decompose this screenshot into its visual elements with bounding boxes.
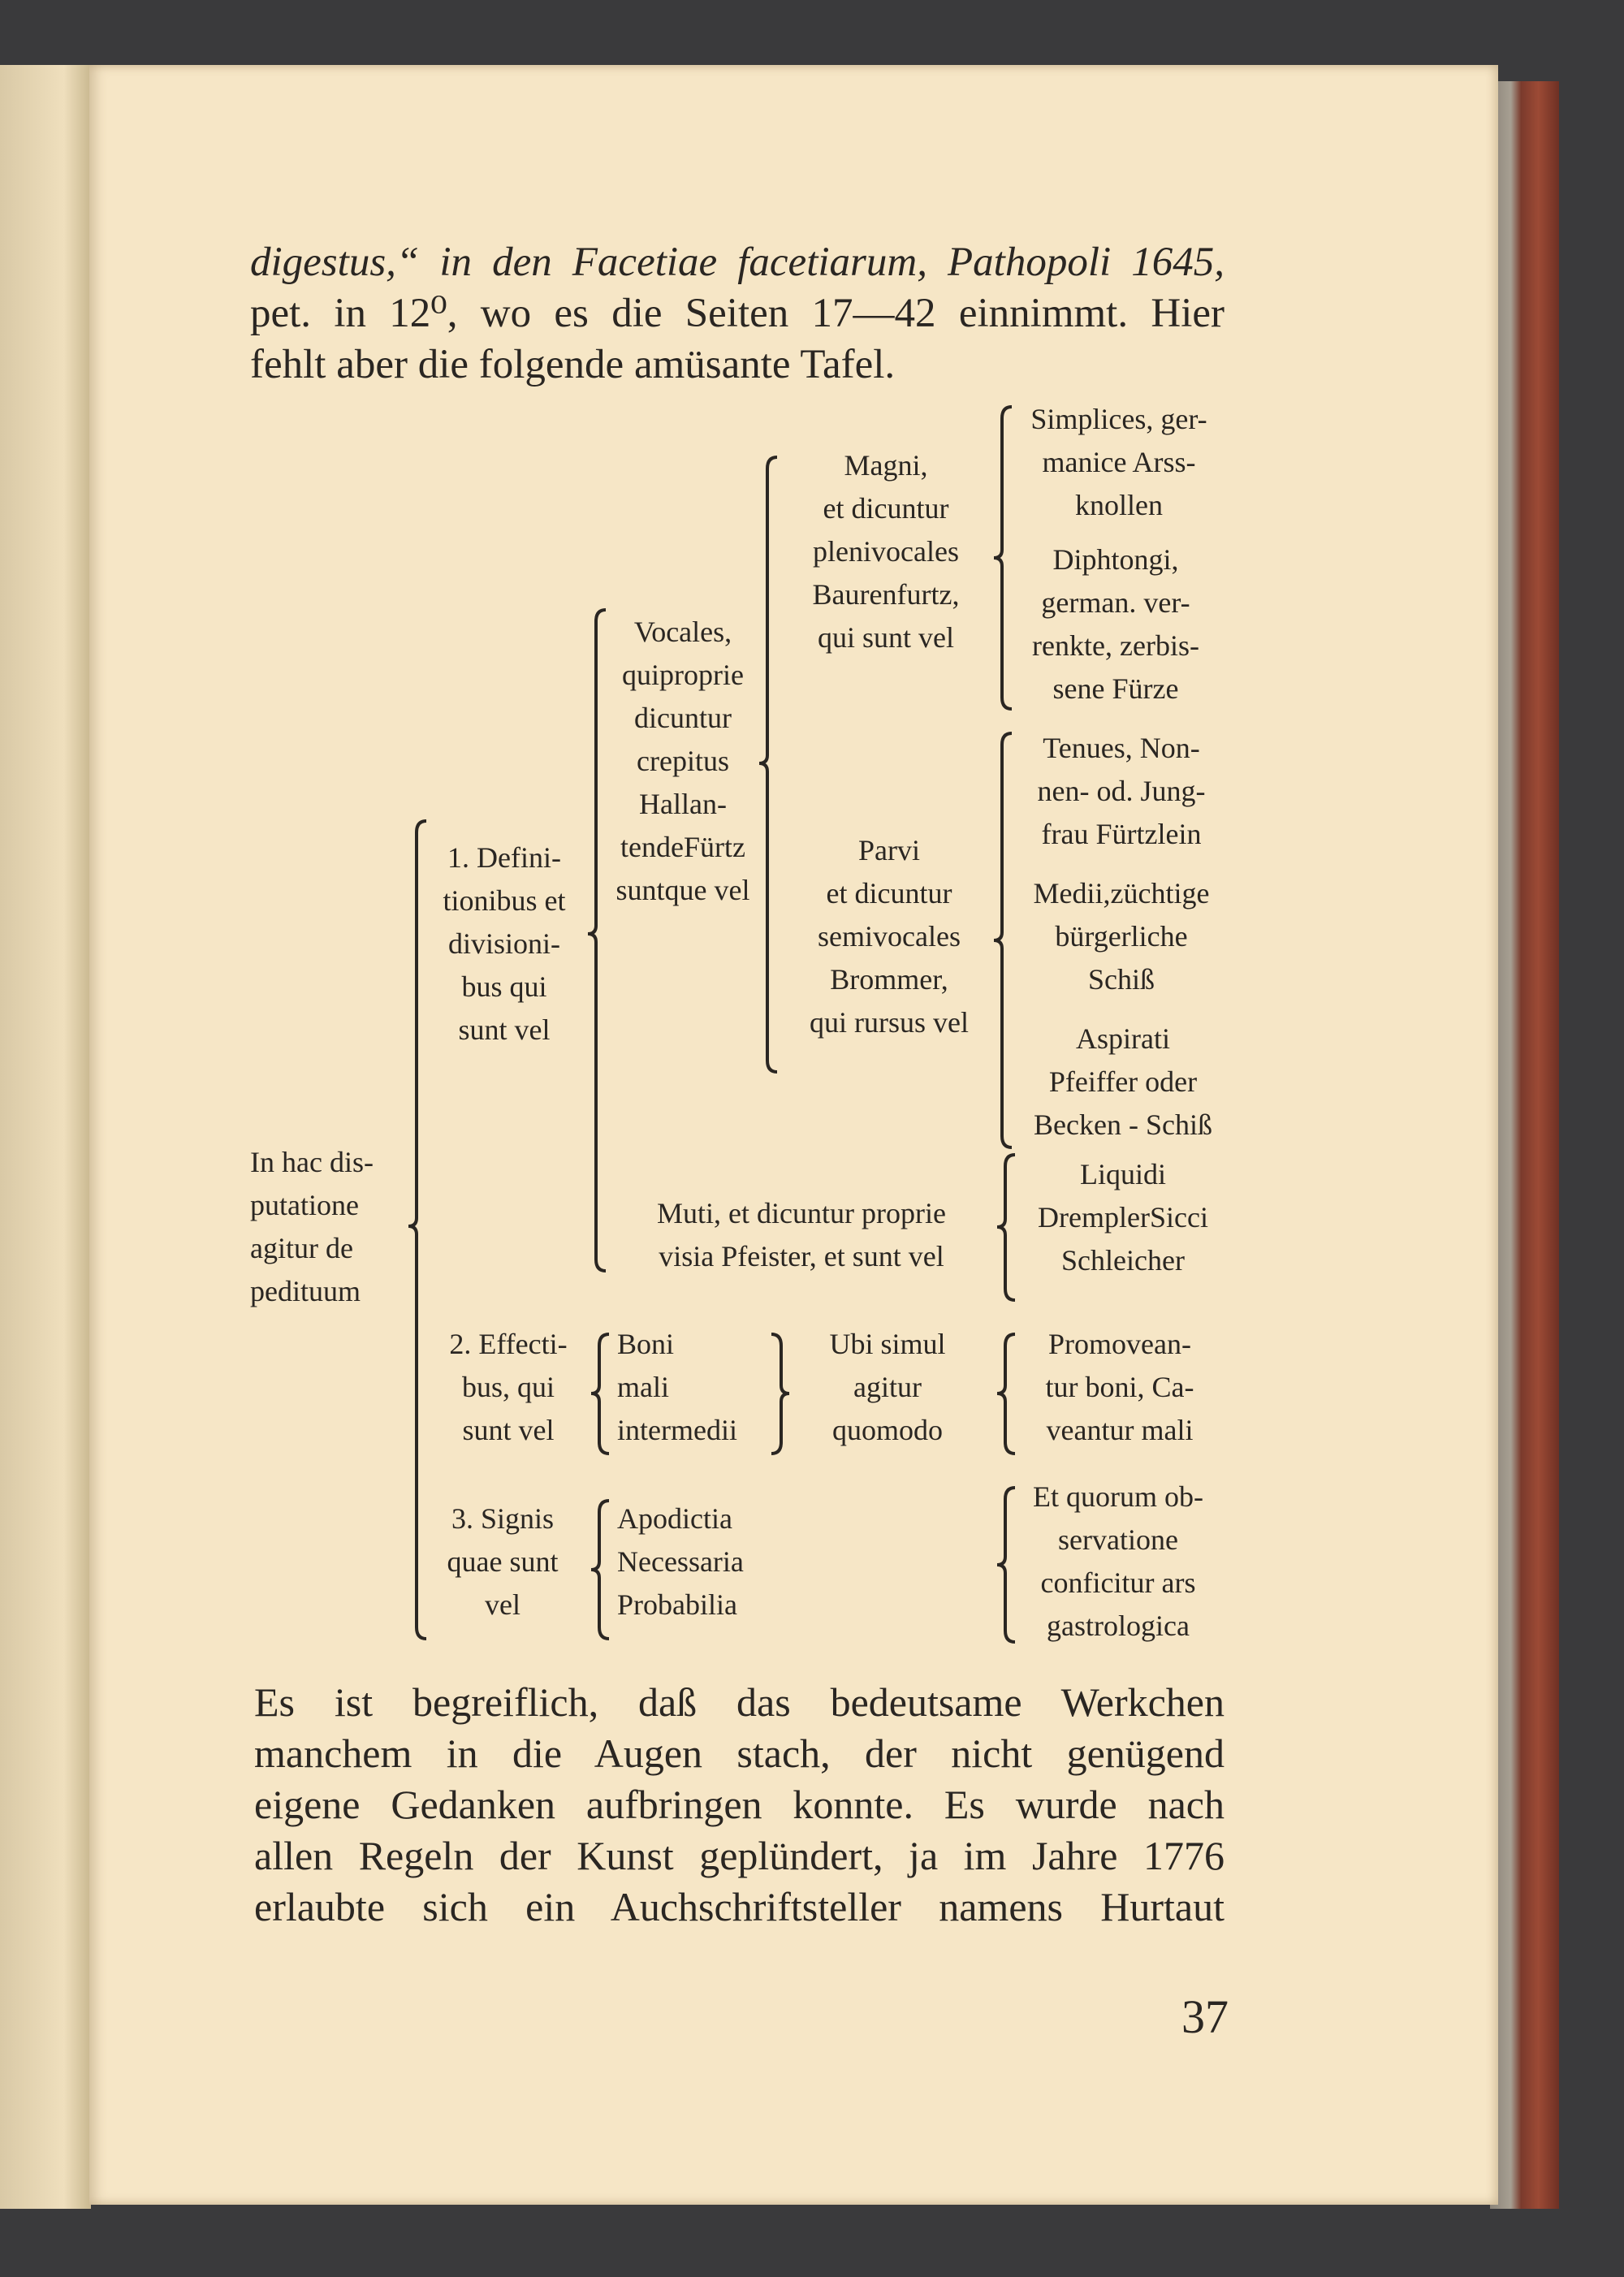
node-line: Vocales, bbox=[633, 616, 732, 648]
brace-10 bbox=[997, 1488, 1015, 1642]
node-line: quae sunt bbox=[447, 1545, 559, 1578]
brace-1 bbox=[588, 610, 606, 1271]
node-line: veantur mali bbox=[1046, 1414, 1194, 1446]
node-line: Becken - Schiß bbox=[1034, 1108, 1212, 1141]
text-line: pet. in 12⁰, wo es die Seiten 17—42 einnimmt. Hier bbox=[250, 291, 1224, 336]
brace-3 bbox=[994, 407, 1012, 709]
node-line: Baurenfurtz, bbox=[812, 578, 960, 611]
node-line: Hallan- bbox=[639, 788, 727, 820]
text-line: fehlt aber die folgende amüsante Tafel. bbox=[250, 342, 896, 387]
node-line: crepitus bbox=[637, 745, 729, 777]
node-line: Schiß bbox=[1087, 963, 1155, 996]
text-line: eigene Gedanken aufbringen konnte. Es wurde nach bbox=[254, 1782, 1224, 1827]
node-line: divisioni- bbox=[447, 927, 560, 960]
node-line: DremplerSicci bbox=[1038, 1201, 1208, 1234]
node-line: In hac dis- bbox=[250, 1146, 374, 1178]
node-line: Boni bbox=[617, 1328, 675, 1360]
node-line: Et quorum ob- bbox=[1033, 1480, 1203, 1513]
brace-7 bbox=[771, 1334, 789, 1454]
node-line: suntque vel bbox=[615, 874, 750, 906]
node-line: dicuntur bbox=[634, 702, 732, 734]
node-line: servatione bbox=[1058, 1523, 1178, 1556]
node-line: agitur bbox=[853, 1371, 922, 1403]
node-line: knollen bbox=[1075, 489, 1163, 521]
brace-2 bbox=[759, 457, 777, 1072]
node-line: Ubi simul bbox=[829, 1328, 946, 1360]
node-line: tur boni, Ca- bbox=[1045, 1371, 1194, 1403]
node-line: Necessaria bbox=[617, 1545, 744, 1578]
node-line: bürgerliche bbox=[1055, 920, 1188, 953]
node-line: tendeFürtz bbox=[620, 831, 745, 863]
node-line: bus, qui bbox=[461, 1371, 555, 1403]
node-line: gastrologica bbox=[1047, 1609, 1190, 1642]
node-line: Liquidi bbox=[1079, 1158, 1166, 1190]
text-line: allen Regeln der Kunst geplündert, ja im Jahre 1776 bbox=[254, 1833, 1224, 1878]
node-line: sunt vel bbox=[462, 1414, 555, 1446]
node-line: Probabilia bbox=[617, 1588, 737, 1621]
brace-0 bbox=[408, 821, 426, 1639]
node-line: manice Arss- bbox=[1042, 446, 1196, 478]
node-line: visia Pfeister, et sunt vel bbox=[659, 1240, 944, 1272]
text-line: erlaubte sich ein Auchschriftsteller namens Hurtaut bbox=[254, 1884, 1224, 1929]
node-line: Promovean- bbox=[1048, 1328, 1191, 1360]
text-line: digestus,“ in den Facetiae facetiarum, Pathopoli 1645, bbox=[250, 240, 1224, 285]
node-line: Medii,züchtige bbox=[1033, 877, 1210, 910]
node-line: tionibus et bbox=[443, 884, 566, 917]
node-line: pedituum bbox=[250, 1275, 361, 1307]
node-line: vel bbox=[485, 1588, 520, 1621]
node-line: conficitur ars bbox=[1040, 1566, 1196, 1599]
text-line: Es ist begreiflich, daß das bedeutsame Werkchen bbox=[254, 1679, 1224, 1725]
node-line: Aspirati bbox=[1076, 1022, 1170, 1055]
node-line: Pfeiffer oder bbox=[1048, 1065, 1198, 1098]
node-line: 2. Effecti- bbox=[449, 1328, 568, 1360]
node-line: mali bbox=[617, 1371, 669, 1403]
node-line: Muti, et dicuntur proprie bbox=[657, 1197, 946, 1229]
node-line: german. ver- bbox=[1041, 586, 1190, 619]
node-line: qui rursus vel bbox=[810, 1006, 969, 1039]
node-line: Parvi bbox=[857, 834, 920, 866]
node-line: Magni, bbox=[844, 449, 928, 482]
node-line: sene Fürze bbox=[1052, 672, 1179, 705]
brace-4 bbox=[994, 733, 1012, 1147]
node-line: et dicuntur bbox=[826, 877, 952, 910]
node-line: qui sunt vel bbox=[817, 621, 954, 654]
node-line: Diphtongi, bbox=[1052, 543, 1179, 576]
brace-8 bbox=[997, 1334, 1015, 1454]
node-line: et dicuntur bbox=[823, 492, 949, 525]
node-line: agitur de bbox=[250, 1232, 353, 1264]
node-line: plenivocales bbox=[813, 535, 959, 568]
node-line: sunt vel bbox=[458, 1013, 551, 1046]
node-line: renkte, zerbis- bbox=[1032, 629, 1199, 662]
text-line: manchem in die Augen stach, der nicht genügend bbox=[254, 1730, 1224, 1776]
node-line: Brommer, bbox=[830, 963, 948, 996]
node-line: Tenues, Non- bbox=[1043, 732, 1200, 764]
page-number: 37 bbox=[1181, 1990, 1229, 2043]
node-line: quomodo bbox=[831, 1414, 944, 1446]
node-line: semivocales bbox=[818, 920, 961, 953]
brace-5 bbox=[997, 1155, 1015, 1300]
brace-6 bbox=[591, 1334, 609, 1454]
node-line: frau Fürtzlein bbox=[1041, 818, 1202, 850]
node-line: 3. Signis bbox=[451, 1502, 555, 1535]
node-line: bus qui bbox=[461, 970, 547, 1003]
node-line: Simplices, ger- bbox=[1030, 403, 1207, 435]
node-line: Schleicher bbox=[1061, 1244, 1185, 1277]
node-line: intermedii bbox=[617, 1414, 737, 1446]
brace-9 bbox=[591, 1501, 609, 1639]
node-line: nen- od. Jung- bbox=[1037, 775, 1206, 807]
node-line: putatione bbox=[250, 1189, 359, 1221]
node-line: quiproprie bbox=[622, 659, 744, 691]
node-line: Apodictia bbox=[617, 1502, 732, 1535]
node-line: 1. Defini- bbox=[447, 841, 561, 874]
